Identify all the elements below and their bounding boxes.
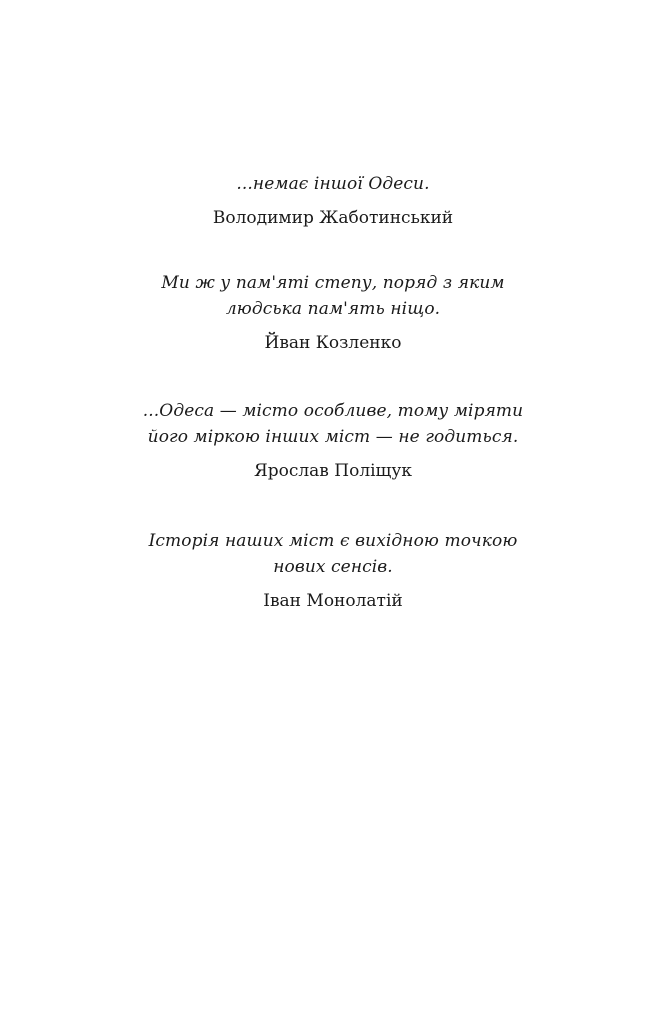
epigraph	[0, 398, 666, 484]
quote-author: Іван Монолатій	[263, 591, 403, 611]
epigraph	[0, 171, 666, 231]
quote-line: Історія наших міст є вихідною точкою	[148, 531, 518, 551]
quote-line: його міркою інших міст — не годиться.	[147, 427, 519, 447]
quote-line: людська пам'ять ніщо.	[225, 299, 441, 319]
quote-line: нових сенсів.	[273, 557, 393, 577]
quote-line: Ми ж у пам'яті степу, поряд з яким	[161, 273, 505, 293]
quote-author: Володимир Жаботинський	[212, 208, 454, 228]
quote-line: ...немає іншої Одеси.	[236, 174, 430, 194]
epigraph	[0, 528, 666, 614]
epigraph	[0, 270, 666, 356]
quote-author: Йван Козленко	[264, 333, 402, 353]
quote-author: Ярослав Поліщук	[253, 461, 412, 481]
quote-line: ...Одеса — місто особливе, тому міряти	[142, 401, 524, 421]
